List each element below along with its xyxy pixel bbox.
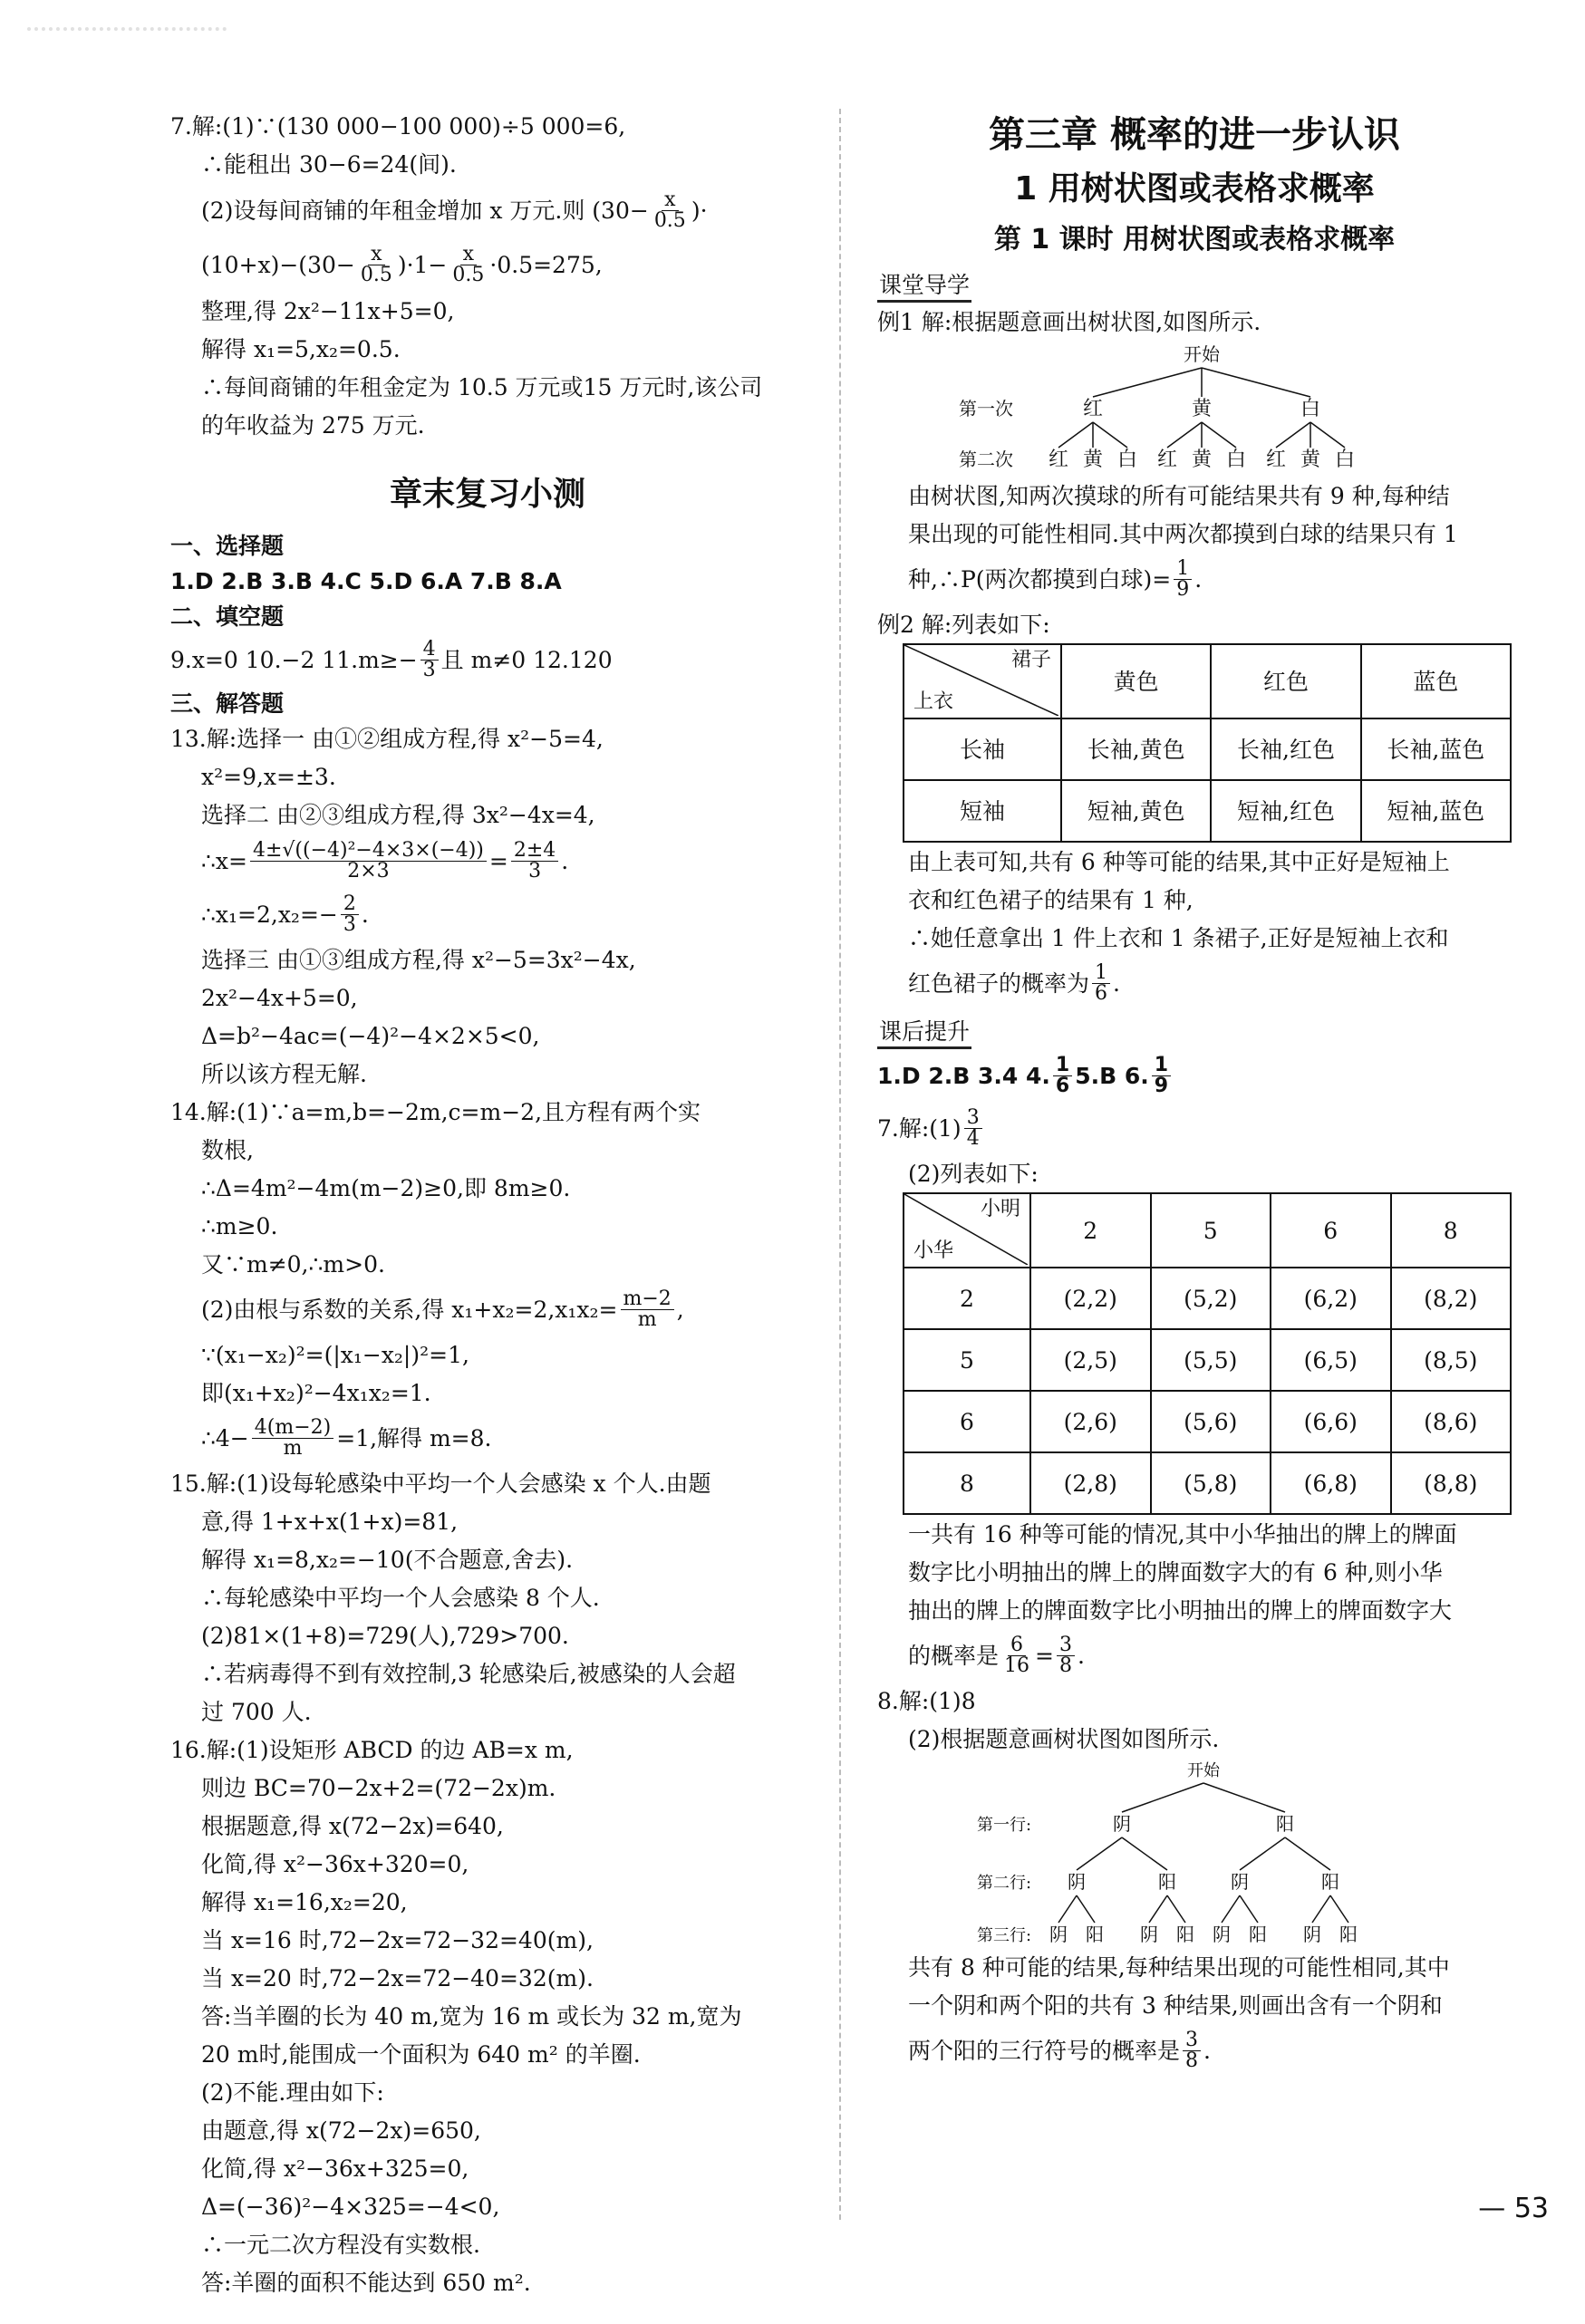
table-row-head: 8 (904, 1452, 1030, 1514)
tree-row-label: 第一行: (977, 1816, 1032, 1835)
table-row-head: 5 (904, 1329, 1030, 1391)
q16-line: 20 m时,能围成一个面积为 640 m² 的羊圈. (201, 2040, 641, 2068)
q8-text: 两个阳的三行符号的概率是 $\frac{3}{8}$ . (908, 2028, 1211, 2072)
table-cell: (6,5) (1271, 1329, 1391, 1391)
fraction: $\frac{4(m-2)}{m}$ (252, 1418, 333, 1459)
q13-line: 选择二 由②③组成方程,得 3x²−4x=4, (201, 801, 595, 828)
tree-node: 阳 (1086, 1924, 1104, 1945)
q7-line: 整理,得 2x²−11x+5=0, (201, 297, 455, 324)
q16-line: 当 x=16 时,72−2x=72−32=40(m), (201, 1926, 594, 1953)
q16-line: (2)不能.理由如下: (201, 2078, 384, 2106)
example2-line: 由上表可知,共有 6 种等可能的结果,其中正好是短袖上 (908, 848, 1450, 875)
table-cell: (8,8) (1391, 1452, 1512, 1514)
fraction: $\frac{1}{9}$ (1152, 1056, 1171, 1096)
q13-line: 所以该方程无解. (201, 1060, 367, 1087)
tree-row-label: 第三行: (977, 1926, 1032, 1945)
table-cell: (5,5) (1151, 1329, 1271, 1391)
q16-line: 答:羊圈的面积不能达到 650 m². (201, 2269, 531, 2296)
q16-line: 由题意,得 x(72−2x)=650, (201, 2117, 481, 2144)
table-cell: (6,8) (1271, 1452, 1391, 1514)
tree-node: 阴 (1303, 1924, 1321, 1945)
q13-line: ∴x₁=2,x₂=− $\frac{2}{3}$ . (201, 892, 369, 936)
tree-node: 开始 (1187, 1761, 1220, 1780)
tree-branches-level2 (1058, 422, 1345, 448)
example2-line: 红色裙子的概率为 $\frac{1}{6}$ . (908, 960, 1120, 1005)
clothes-table (903, 643, 1512, 843)
table-cell: 短袖,红色 (1211, 780, 1360, 842)
q7-line: 解得 x₁=5,x₂=0.5. (201, 335, 401, 362)
q14-line: ∴m≥0. (201, 1212, 278, 1239)
table-corner: 裙子 上衣 (904, 644, 1061, 718)
q7-text: 一共有 16 种等可能的情况,其中小华抽出的牌上的牌面 (908, 1520, 1457, 1548)
left-column (170, 107, 805, 2301)
table-row (904, 1391, 1511, 1452)
q7-line: 7.解:(1)∵(130 000−100 000)÷5 000=6, (170, 112, 626, 140)
q14-line: 14.解:(1)∵a=m,b=−2m,c=m−2,且方程有两个实 (170, 1098, 701, 1125)
tag-row (877, 1009, 1512, 1049)
tree-node: 白 (1116, 448, 1138, 471)
table-cell: 短袖,黄色 (1061, 780, 1211, 842)
q14-line: 又∵m≠0,∴m>0. (201, 1250, 385, 1278)
tree-node: 阳 (1176, 1924, 1194, 1945)
tree-row-label: 第二行: (977, 1874, 1032, 1893)
period-title: 第 1 课时 用树状图或表格求概率 (993, 224, 1396, 256)
q7-line: (2)列表如下: (908, 1160, 1039, 1187)
q16-line: 化简,得 x²−36x+325=0, (201, 2155, 469, 2182)
q13-line: 选择三 由①③组成方程,得 x²−5=3x²−4x, (201, 946, 636, 973)
header-decoration (27, 27, 227, 43)
q7-line: (2)设每间商铺的年租金增加 x 万元.则 (30− $\frac{x}{0.5}$ )· (201, 188, 708, 232)
fraction: $\frac{6}{16}$ (1004, 1633, 1030, 1677)
tree-branches-level3 (1058, 1895, 1348, 1923)
table-header: 8 (1391, 1193, 1512, 1268)
review-title: 章末复习小测 (389, 476, 585, 513)
tree-diagram-1 (959, 341, 1430, 477)
table-cell: (2,2) (1030, 1268, 1151, 1329)
example1-head: 例1 解:根据题意画出树状图,如图所示. (877, 308, 1261, 335)
section-heading: 一、选择题 (170, 532, 285, 559)
q14-line: 即(x₁+x₂)²−4x₁x₂=1. (201, 1379, 431, 1406)
tree-node: 红 (1265, 448, 1287, 471)
q16-line: 当 x=20 时,72−2x=72−40=32(m). (201, 1964, 594, 1991)
q15-line: 意,得 1+x+x(1+x)=81, (201, 1508, 459, 1535)
table-row (904, 780, 1511, 842)
page-number: — 53 (1478, 2193, 1549, 2224)
tree-node: 阴 (1068, 1871, 1086, 1893)
table-row (904, 1452, 1511, 1514)
tree-node: 阳 (1339, 1924, 1358, 1945)
table-header: 黄色 (1061, 644, 1211, 718)
tree-node: 白 (1300, 398, 1321, 420)
q8-line: 8.解:(1)8 (877, 1687, 976, 1714)
tree-branch (1203, 1783, 1285, 1812)
q14-line: ∴4− $\frac{4(m-2)}{m}$ =1,解得 m=8. (201, 1415, 492, 1460)
q13-line: 13.解:选择一 由①②组成方程,得 x²−5=4, (170, 725, 604, 752)
table-cell: (6,2) (1271, 1268, 1391, 1329)
q16-line: Δ=(−36)²−4×325=−4<0, (201, 2193, 500, 2220)
q13-line: ∴x= $\frac{\text{4±√((−4)²−4×3×(−4))}}{2\times 3}$ = $\frac{2\pm 4}{3}$ . (201, 838, 569, 882)
table-cell: (8,2) (1391, 1268, 1512, 1329)
fraction: $\frac{4}{3}$ (420, 640, 439, 680)
q8-text: 一个阴和两个阳的共有 3 种结果,则画出含有一个阴和 (908, 1991, 1443, 2019)
table-cell: 长袖,蓝色 (1361, 718, 1511, 780)
q14-line: 数根, (201, 1136, 254, 1163)
q15-line: 解得 x₁=8,x₂=−10(不合题意,舍去). (201, 1546, 574, 1573)
tree-node: 阴 (1231, 1871, 1249, 1893)
choice-answers: 1.D 2.B 3.B 4.C 5.D 6.A 7.B 8.A (170, 567, 562, 594)
table-cell: (2,5) (1030, 1329, 1151, 1391)
tag-row (877, 265, 1512, 303)
fraction: $\frac{m-2}{m}$ (621, 1289, 674, 1330)
q7-line: (10+x)−(30− $\frac{x}{0.5}$ )·1− $\frac{x}{0.5}$ ·0.5=275, (201, 242, 603, 286)
table-row (904, 1193, 1511, 1268)
fraction: $\frac{3}{8}$ (1183, 2030, 1201, 2071)
q14-line: (2)由根与系数的关系,得 x₁+x₂=2,x₁x₂= $\frac{m-2}{m}$ , (201, 1287, 684, 1331)
table-cell: (5,8) (1151, 1452, 1271, 1514)
q13-line: Δ=b²−4ac=(−4)²−4×2×5<0, (201, 1022, 540, 1049)
tree-node: 阴 (1140, 1924, 1158, 1945)
example2-line: 衣和红色裙子的结果有 1 种, (908, 886, 1194, 913)
q16-line: 16.解:(1)设矩形 ABCD 的边 AB=x m, (170, 1736, 574, 1763)
tree-node: 阳 (1276, 1813, 1294, 1835)
right-column (877, 107, 1512, 2077)
q7-line: 7.解:(1) $\frac{3}{4}$ (877, 1102, 1512, 1154)
chapter-title: 第三章 概率的进一步认识 (989, 114, 1400, 156)
table-row (904, 644, 1511, 718)
q7-line: ∴能租出 30−6=24(间). (201, 150, 457, 178)
table-row-head: 长袖 (904, 718, 1061, 780)
section-heading: 二、填空题 (170, 603, 285, 630)
tree-node: 阳 (1321, 1871, 1339, 1893)
example1-line: 果出现的可能性相同.其中两次都摸到白球的结果只有 1 (908, 520, 1458, 547)
fraction: $\frac{\text{4±√((−4)²−4×3×(−4))}}{2\times 3}$ (250, 841, 487, 882)
table-header: 红色 (1211, 644, 1360, 718)
table-row-head: 2 (904, 1268, 1030, 1329)
q13-line: 2x²−4x+5=0, (201, 984, 358, 1011)
table-cell: 短袖,蓝色 (1361, 780, 1511, 842)
choice-answers: 1.D 2.B 3.4 4. $\frac{1}{6}$ 5.B 6. $\frac{1}{9}$ (877, 1049, 1512, 1102)
tree-diagram-2 (941, 1758, 1448, 1948)
tree-row-label: 第一次 (959, 398, 1013, 419)
table-cell: (2,8) (1030, 1452, 1151, 1514)
table-row (904, 1268, 1511, 1329)
tree-node: 红 (1156, 448, 1178, 471)
tree-node: 黄 (1082, 448, 1104, 471)
q16-line: 解得 x₁=16,x₂=20, (201, 1888, 408, 1915)
q16-line: 根据题意,得 x(72−2x)=640, (201, 1812, 504, 1839)
q13-line: x²=9,x=±3. (201, 763, 336, 790)
section-tag: 课堂导学 (877, 272, 971, 303)
fraction: $\frac{2\pm 4}{3}$ (511, 841, 558, 882)
tree-node: 红 (1048, 448, 1069, 471)
table-row (904, 1329, 1511, 1391)
table-cell: (5,2) (1151, 1268, 1271, 1329)
table-cell: 长袖,红色 (1211, 718, 1360, 780)
tree-branch (1093, 368, 1202, 397)
table-row-head: 6 (904, 1391, 1030, 1452)
q15-line: ∴若病毒得不到有效控制,3 轮感染后,被感染的人会超 (201, 1660, 736, 1687)
table-header: 蓝色 (1361, 644, 1511, 718)
tree-node: 阴 (1213, 1924, 1231, 1945)
column-divider (839, 109, 841, 2220)
q8-text: 共有 8 种可能的结果,每种结果出现的可能性相同,其中 (908, 1953, 1450, 1981)
tree-branches-level2 (1077, 1837, 1330, 1870)
table-header: 6 (1271, 1193, 1391, 1268)
tree-node: 阳 (1249, 1924, 1267, 1945)
table-row (904, 718, 1511, 780)
table-header: 5 (1151, 1193, 1271, 1268)
q7-line: 的年收益为 275 万元. (201, 411, 425, 439)
fill-answers: 9.x=0 10.−2 11.m≥− $\frac{4}{3}$ 且 m≠0 12.120 (170, 637, 613, 681)
q7-text: 抽出的牌上的牌面数字比小明抽出的牌上的牌面数字大 (908, 1596, 1453, 1624)
tree-node: 黄 (1300, 448, 1321, 471)
fraction: $\frac{1}{9}$ (1174, 559, 1192, 600)
q16-line: ∴一元二次方程没有实数根. (201, 2231, 480, 2258)
fraction: $\frac{3}{4}$ (964, 1108, 982, 1149)
fraction: $\frac{3}{8}$ (1057, 1635, 1075, 1676)
tree-node: 红 (1082, 398, 1104, 420)
tree-node: 白 (1334, 448, 1356, 471)
tree-branch (1122, 1783, 1203, 1812)
q15-line: 过 700 人. (201, 1698, 312, 1725)
q15-line: ∴每轮感染中平均一个人会感染 8 个人. (201, 1584, 600, 1611)
tree-branch (1202, 368, 1310, 397)
table-row-head: 短袖 (904, 780, 1061, 842)
fraction: $\frac{x}{0.5}$ (653, 188, 686, 232)
tree-node: 白 (1225, 448, 1247, 471)
section-heading: 三、解答题 (170, 689, 285, 717)
tree-node: 阴 (1113, 1813, 1131, 1835)
q8-line: (2)根据题意画树状图如图所示. (908, 1725, 1220, 1752)
table-header: 2 (1030, 1193, 1151, 1268)
tree-node: 开始 (1184, 343, 1220, 365)
section-tag: 课后提升 (877, 1018, 971, 1049)
q14-line: ∴Δ=4m²−4m(m−2)≥0,即 8m≥0. (201, 1174, 571, 1201)
fraction: $\frac{2}{3}$ (341, 894, 359, 935)
table-cell: (8,5) (1391, 1329, 1512, 1391)
example2-head: 例2 解:列表如下: (877, 611, 1050, 638)
fraction: $\frac{x}{0.5}$ (360, 242, 392, 286)
fraction: $\frac{x}{0.5}$ (452, 242, 485, 286)
example2-line: ∴她任意拿出 1 件上衣和 1 条裙子,正好是短袖上衣和 (908, 924, 1449, 951)
table-corner: 小明 小华 (904, 1193, 1030, 1268)
q7-line: ∴每间商铺的年租金定为 10.5 万元或15 万元时,该公司 (201, 373, 763, 400)
table-cell: (2,6) (1030, 1391, 1151, 1452)
tree-row-label: 第二次 (959, 448, 1013, 470)
tree-node: 黄 (1191, 398, 1213, 420)
table-cell: 长袖,黄色 (1061, 718, 1211, 780)
table-cell: (5,6) (1151, 1391, 1271, 1452)
example1-line: 种,∴P(两次都摸到白球)= $\frac{1}{9}$ . (908, 556, 1203, 601)
q15-line: 15.解:(1)设每轮感染中平均一个人会感染 x 个人.由题 (170, 1470, 711, 1497)
table-cell: (6,6) (1271, 1391, 1391, 1452)
q14-line: ∵(x₁−x₂)²=(|x₁−x₂|)²=1, (201, 1341, 469, 1368)
fraction: $\frac{1}{6}$ (1053, 1056, 1072, 1096)
cards-table (903, 1192, 1512, 1515)
table-cell: (8,6) (1391, 1391, 1512, 1452)
q7-text: 的概率是 $\frac{6}{16}$ = $\frac{3}{8}$ . (908, 1633, 1085, 1677)
q16-line: 化简,得 x²−36x+320=0, (201, 1850, 469, 1877)
tree-node: 黄 (1191, 448, 1213, 471)
tree-node: 阴 (1049, 1924, 1068, 1945)
example1-line: 由树状图,知两次摸球的所有可能结果共有 9 种,每种结 (908, 482, 1450, 509)
tree-node: 阳 (1158, 1871, 1176, 1893)
fraction: $\frac{1}{6}$ (1092, 963, 1110, 1004)
q15-line: (2)81×(1+8)=729(人),729>700. (201, 1622, 569, 1649)
lesson-title: 1 用树状图或表格求概率 (1014, 170, 1375, 207)
q7-text: 数字比小明抽出的牌上的牌面数字大的有 6 种,则小华 (908, 1558, 1443, 1586)
q16-line: 则边 BC=70−2x+2=(72−2x)m. (201, 1774, 556, 1801)
q16-line: 答:当羊圈的长为 40 m,宽为 16 m 或长为 32 m,宽为 (201, 2002, 742, 2030)
